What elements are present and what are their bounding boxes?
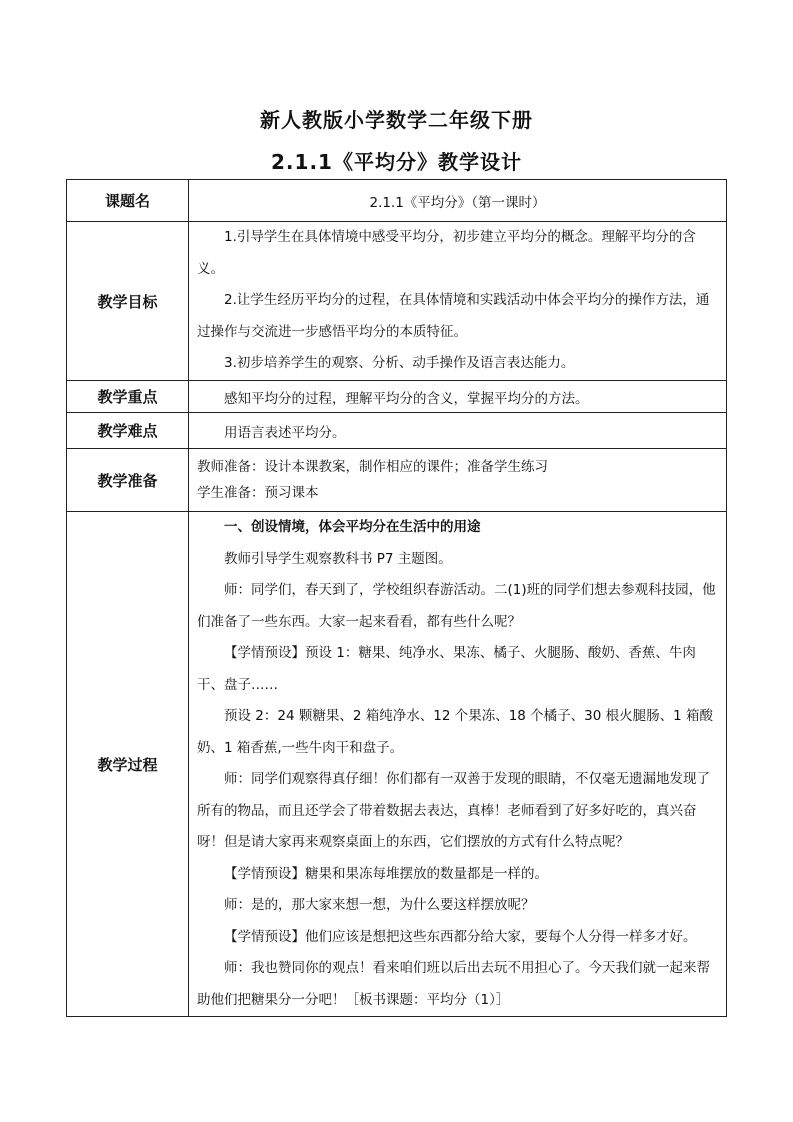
process-paragraph: 教师引导学生观察教科书 P7 主题图。	[224, 550, 452, 567]
process-paragraph: 师：同学们观察得真仔细！你们都有一双善于发现的眼睛，不仅毫无遗漏地发现了所有的物品，而且还学会了带着数据去表达，真棒！老师看到了好多好吃的，真兴奋呀！但是请大家再来观察桌面上的东西，它们摆放的方式有什么特点呢？	[197, 771, 710, 850]
student-preparation: 学生准备：预习课本	[197, 485, 319, 501]
label-topic: 课题名	[67, 180, 189, 222]
row-difficulties	[67, 413, 727, 449]
process-paragraph: 师：同学们，春天到了，学校组织春游活动。二(1)班的同学们想去参观科技园，他们准备了一些东西。大家一起来看看，都有些什么呢？	[197, 582, 716, 630]
row-topic	[67, 180, 727, 222]
value-topic: 2.1.1《平均分》（第一课时）	[189, 180, 727, 222]
objective-item: 2.让学生经历平均分的过程，在具体情境和实践活动中体会平均分的操作方法，通过操作与交流进一步感悟平均分的本质特征。	[197, 292, 710, 340]
value-process	[189, 512, 727, 1017]
objective-item: 3.初步培养学生的观察、分析、动手操作及语言表达能力。	[224, 355, 575, 372]
value-preparation	[189, 449, 727, 512]
process-paragraph: 【学情预设】他们应该是想把这些东西都分给大家，要每个人分得一样多才好。	[224, 928, 697, 945]
row-key-points	[67, 381, 727, 413]
value-key-points: 感知平均分的过程，理解平均分的含义，掌握平均分的方法。	[189, 381, 727, 413]
teacher-preparation: 教师准备：设计本课教案，制作相应的课件；准备学生练习	[197, 459, 548, 475]
lesson-plan-table	[66, 179, 727, 1017]
process-paragraph: 【学情预设】预设 1：糖果、纯净水、果冻、橘子、火腿肠、酸奶、香蕉、牛肉干、盘子……	[197, 645, 696, 693]
label-key-points: 教学重点	[67, 381, 189, 413]
document-subtitle: 2.1.1《平均分》教学设计	[271, 150, 522, 174]
row-preparation	[67, 449, 727, 512]
row-process	[67, 512, 727, 1017]
label-objectives: 教学目标	[67, 222, 189, 381]
value-difficulties: 用语言表述平均分。	[189, 413, 727, 449]
label-difficulties: 教学难点	[67, 413, 189, 449]
process-heading: 一、创设情境，体会平均分在生活中的用途	[224, 519, 481, 535]
process-paragraph: 【学情预设】糖果和果冻每堆摆放的数量都是一样的。	[224, 865, 548, 882]
document-title: 新人教版小学数学二年级下册	[260, 108, 533, 132]
process-paragraph: 师：我也赞同你的观点！看来咱们班以后出去玩不用担心了。今天我们就一起来帮助他们把糖果分一分吧！［板书课题：平均分（1）］	[197, 960, 710, 1008]
process-paragraph: 师：是的，那大家来想一想，为什么要这样摆放呢？	[224, 897, 535, 913]
objective-item: 1.引导学生在具体情境中感受平均分，初步建立平均分的概念。理解平均分的含义。	[197, 229, 696, 277]
value-objectives	[189, 222, 727, 381]
row-objectives	[67, 222, 727, 381]
label-process: 教学过程	[67, 512, 189, 1017]
process-paragraph: 预设 2：24 颗糖果、2 箱纯净水、12 个果冻、18 个橘子、30 根火腿肠、1 箱酸奶、1 箱香蕉,一些牛肉干和盘子。	[197, 708, 714, 756]
label-preparation: 教学准备	[67, 449, 189, 512]
